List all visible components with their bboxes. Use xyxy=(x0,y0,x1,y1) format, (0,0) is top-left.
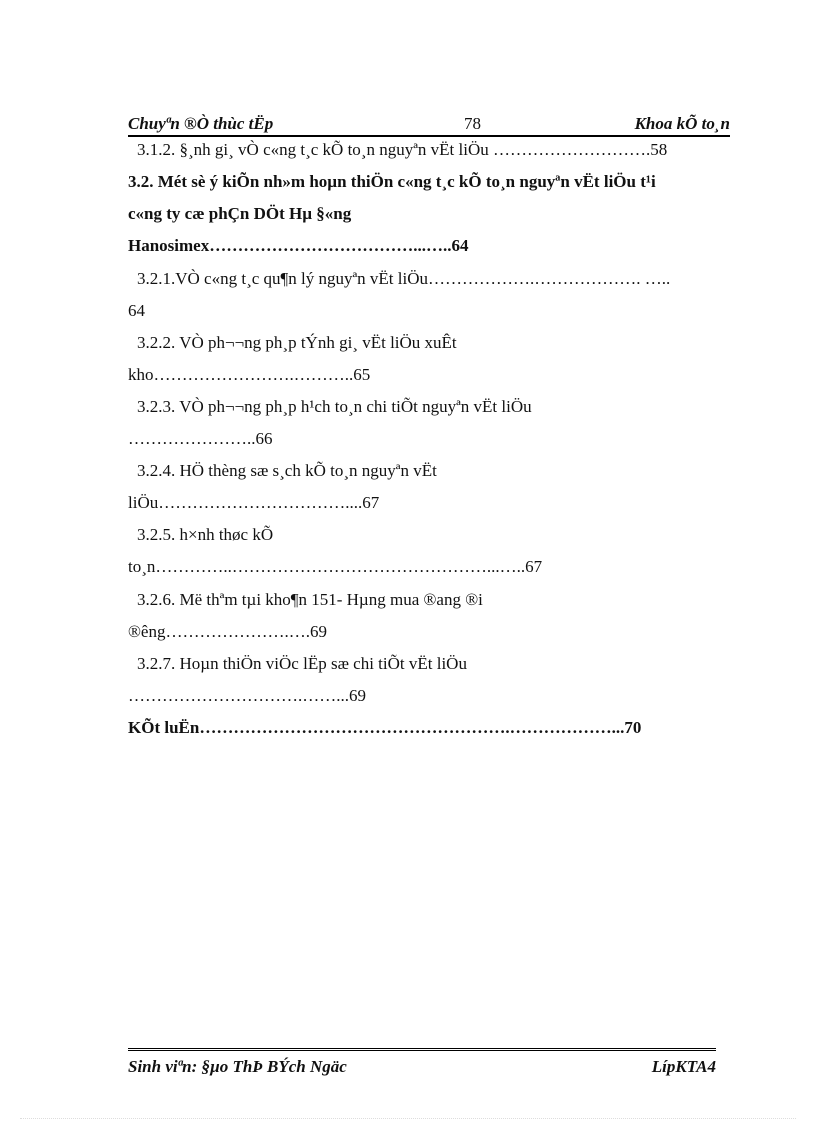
toc-entry-page: 64 xyxy=(128,301,145,320)
toc-entry: 3.2.2. VÒ ph¬¬ng ph¸p tÝnh gi¸ vËt liÖu xuÊt xyxy=(137,333,457,352)
toc-section-heading-cont: Hanosimex………………………………...…..64 xyxy=(128,236,469,255)
toc-entry: 3.2.5. h×nh thøc kÕ xyxy=(137,525,274,544)
toc-entry-page: liÖu……………………………....67 xyxy=(128,493,380,512)
toc-entry-page: to¸n…………..………………………………………...…..67 xyxy=(128,557,543,576)
toc-entry: 3.1.2. §¸nh gi¸ vÒ c«ng t¸c kÕ to¸n nguyªn vËt liÖu ……………………….58 xyxy=(137,140,668,159)
footer-student: Sinh viªn: §µo ThÞ BÝch Ngäc xyxy=(128,1057,347,1076)
toc-entry-page: ®êng………………….….69 xyxy=(128,622,327,641)
toc-entry-page: …………………..66 xyxy=(128,429,273,448)
toc-entry-page: kho…………………….………..65 xyxy=(128,365,371,384)
toc-conclusion: KÕt luËn……………………………………………….………………...70 xyxy=(128,718,642,737)
toc-section-heading: 3.2. Mét sè ý kiÕn nh»m hoµn thiÖn c«ng t¸c kÕ to¸n nguyªn vËt liÖu t¹i xyxy=(128,172,656,191)
toc-entry: 3.2.1.VÒ c«ng t¸c qu¶n lý nguyªn vËt liÖu……………….………………. ….. xyxy=(137,269,671,288)
page-footer xyxy=(128,1048,716,1076)
header-title: Chuyªn ®Ò thùc tËp xyxy=(128,114,274,133)
page-number: 78 xyxy=(464,114,481,133)
toc-section-heading-cont: c«ng ty cæ phÇn DÖt Hµ §«ng xyxy=(128,204,352,223)
toc-entry-page: ………………………….……...69 xyxy=(128,686,366,705)
toc-entry: 3.2.3. VÒ ph¬¬ng ph¸p h¹ch to¸n chi tiÕt nguyªn vËt liÖu xyxy=(137,397,532,416)
toc-entry: 3.2.7. Hoµn thiÖn viÖc lËp sæ chi tiÕt vËt liÖu xyxy=(137,654,467,673)
toc-entry: 3.2.6. Më thªm tµi kho¶n 151- Hµng mua ®ang ®i xyxy=(137,590,483,609)
page-bottom-divider xyxy=(20,1118,796,1119)
page-header xyxy=(128,113,730,137)
footer-class: LípKTA4 xyxy=(651,1057,716,1076)
toc-entry: 3.2.4. HÖ thèng sæ s¸ch kÕ to¸n nguyªn vËt xyxy=(137,461,437,480)
header-department: Khoa kÕ to¸n xyxy=(634,114,730,133)
